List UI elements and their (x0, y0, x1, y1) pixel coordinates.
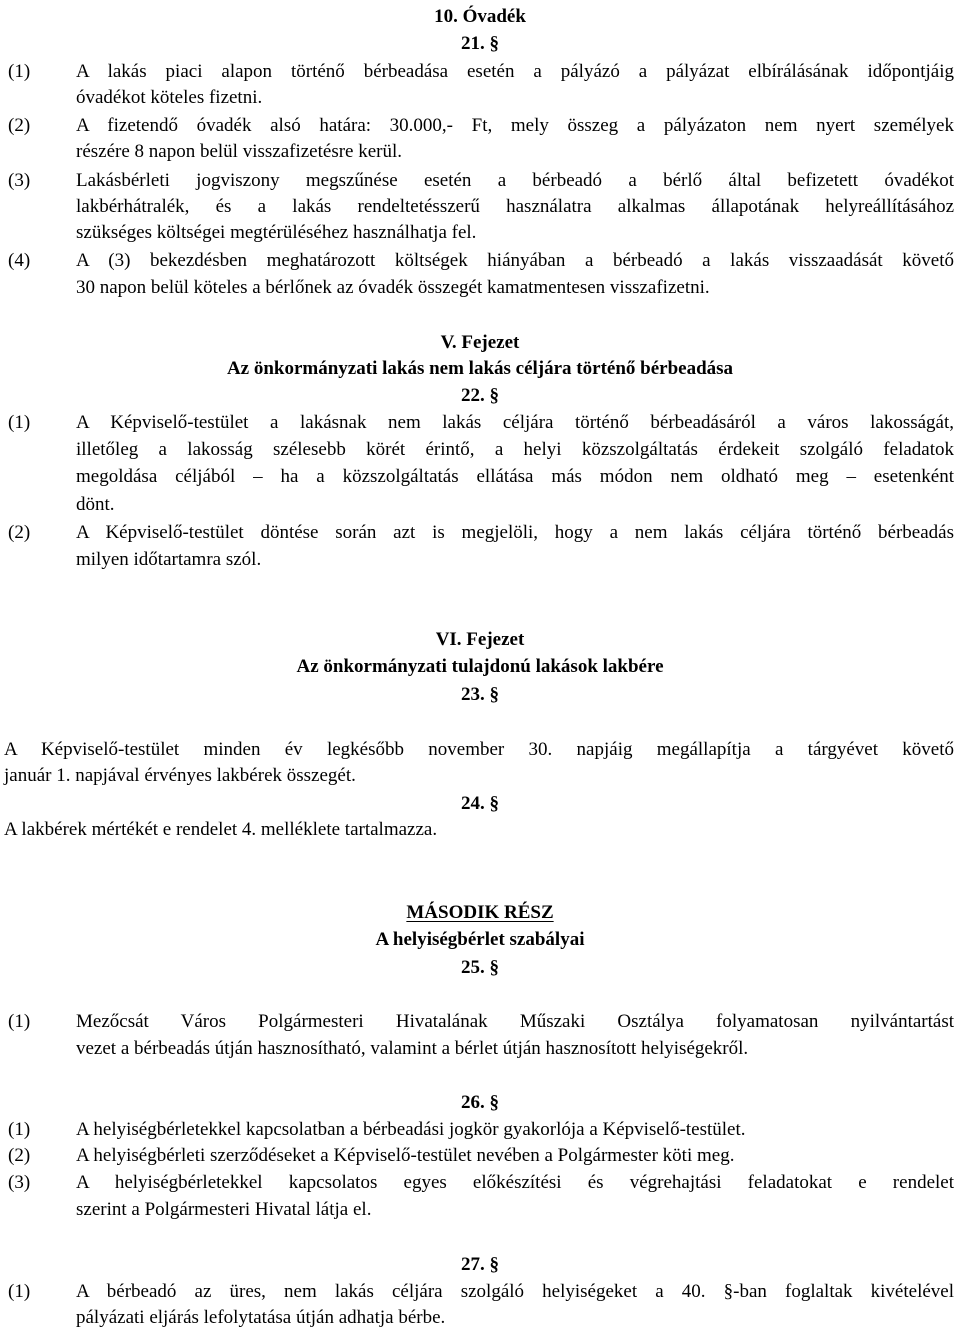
paragraph-text: Mezőcsát Város Polgármesteri Hivatalának Műszaki Osztálya folyamatosan nyilvántartást (76, 1011, 954, 1032)
paragraph-text: szerint a Polgármesteri Hivatal látja el. (76, 1199, 372, 1220)
paragraph-number: (1) (8, 61, 31, 82)
part-subtitle: A helyiségbérlet szabályai (375, 929, 585, 950)
paragraph-number: (2) (8, 1145, 31, 1166)
paragraph-number: (1) (8, 412, 31, 433)
paragraph-text: január 1. napjával érvényes lakbérek összegét. (4, 765, 356, 786)
paragraph-text: A helyiségbérletekkel kapcsolatban a bérbeadási jogkör gyakorlója a Képviselő-testület. (76, 1119, 746, 1140)
section-number: 23. § (461, 684, 499, 705)
chapter-subtitle: Az önkormányzati lakás nem lakás céljára történő bérbeadása (226, 358, 734, 379)
section-number: 27. § (461, 1254, 499, 1275)
chapter-title: V. Fejezet (440, 332, 520, 353)
part-title: MÁSODIK RÉSZ (406, 902, 554, 923)
paragraph-text: Lakásbérleti jogviszony megszűnése esetén a bérbeadó a bérlő által befizetett óvadékot (76, 170, 954, 191)
paragraph-text: részére 8 napon belül visszafizetésre kerül. (76, 141, 403, 162)
paragraph-number: (4) (8, 250, 31, 271)
paragraph-number: (1) (8, 1011, 31, 1032)
chapter-subtitle: Az önkormányzati tulajdonú lakások lakbére (296, 656, 664, 677)
chapter-title: VI. Fejezet (435, 629, 525, 650)
paragraph-text: óvadékot köteles fizetni. (76, 87, 263, 108)
chapter-heading: 10. Óvadék (434, 6, 526, 27)
paragraph-number: (2) (8, 115, 31, 136)
paragraph-number: (1) (8, 1281, 31, 1302)
paragraph-text: 30 napon belül köteles a bérlőnek az óvadék összegét kamatmentesen visszafizetni. (76, 277, 710, 298)
paragraph-text: A lakbérek mértékét e rendelet 4. melléklete tartalmazza. (4, 819, 438, 840)
section-number: 26. § (461, 1092, 499, 1113)
paragraph-text: dönt. (76, 494, 115, 515)
paragraph-text: A helyiségbérleti szerződéseket a Képviselő-testület nevében a Polgármester köti meg. (76, 1145, 735, 1166)
paragraph-number: (1) (8, 1119, 31, 1140)
paragraph-text: szükséges költségei megtérüléséhez használhatja fel. (76, 222, 477, 243)
section-number: 22. § (461, 385, 499, 406)
paragraph-text: A Képviselő-testület döntése során azt is megjelöli, hogy a nem lakás céljára történő bérbeadás (76, 522, 954, 543)
paragraph-text: A helyiségbérletekkel kapcsolatos egyes előkészítési és végrehajtási feladatokat e rendelet (76, 1172, 954, 1193)
paragraph-text: A bérbeadó az üres, nem lakás céljára szolgáló helyiségeket a 40. §-ban foglaltak kivételével (76, 1281, 954, 1302)
section-number: 25. § (461, 957, 499, 978)
paragraph-number: (3) (8, 1172, 31, 1193)
paragraph-text: A fizetendő óvadék alsó határa: 30.000,- Ft, mely összeg a pályázaton nem nyert személyek (76, 115, 954, 136)
paragraph-text: megoldása céljából – ha a közszolgáltatás ellátása más módon nem oldható meg – esetenként (76, 466, 954, 487)
paragraph-number: (3) (8, 170, 31, 191)
paragraph-number: (2) (8, 522, 31, 543)
paragraph-text: A lakás piaci alapon történő bérbeadása esetén a pályázó a pályázat elbírálásának időpontjáig (76, 61, 954, 82)
paragraph-text: illetőleg a lakosság szélesebb körét érintő, a helyi közszolgáltatás érdekeit szolgáló feladatok (76, 439, 954, 460)
paragraph-text: A (3) bekezdésben meghatározott költségek hiányában a bérbeadó a lakás visszaadását követő (76, 250, 954, 271)
paragraph-text: A Képviselő-testület a lakásnak nem lakás céljára történő bérbeadásáról a város lakosságát, (76, 412, 954, 433)
paragraph-text: lakbérhátralék, és a lakás rendeltetésszerű használatra alkalmas állapotának helyreállításához (76, 196, 954, 217)
section-number: 24. § (461, 793, 499, 814)
paragraph-text: A Képviselő-testület minden év legkésőbb november 30. napjáig megállapítja a tárgyévet követő (4, 739, 954, 760)
paragraph-text: vezet a bérbeadás útján hasznosítható, valamint a bérlet útján hasznosított helyiségekről. (76, 1038, 749, 1059)
section-number: 21. § (461, 33, 499, 54)
paragraph-text: pályázati eljárás lefolytatása útján adhatja bérbe. (76, 1307, 446, 1328)
paragraph-text: milyen időtartamra szól. (76, 549, 262, 570)
